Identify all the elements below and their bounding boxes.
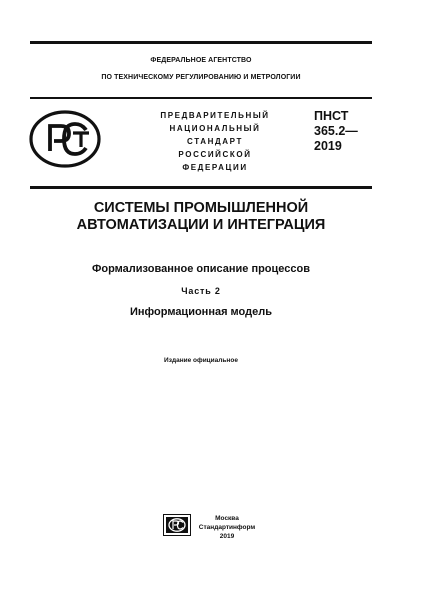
middle-rule (30, 97, 372, 99)
part-number: Часть 2 (181, 286, 221, 296)
designation-year: 2019 (314, 139, 342, 153)
standard-type-line: НАЦИОНАЛЬНЫЙ (169, 124, 261, 133)
title-line-1: СИСТЕМЫ ПРОМЫШЛЕННОЙ (93, 200, 309, 216)
standard-designation (314, 109, 376, 154)
standard-type-line: ФЕДЕРАЦИИ (182, 163, 248, 172)
agency-name-line-2: ПО ТЕХНИЧЕСКОМУ РЕГУЛИРОВАНИЮ И МЕТРОЛОГИИ (101, 74, 301, 81)
designation-number: 365.2— (314, 124, 358, 138)
designation-code: ПНСТ (314, 109, 349, 123)
gost-r-icon (28, 109, 102, 169)
publisher-year: 2019 (219, 533, 235, 540)
standard-type-line: СТАНДАРТ (187, 137, 243, 146)
standartinform-icon (163, 514, 191, 536)
top-rule (30, 41, 372, 44)
publisher-name: Стандартинформ (198, 524, 256, 531)
document-subtitle: Формализованное описание процессов (92, 263, 310, 275)
agency-name-line-1: ФЕДЕРАЛЬНОЕ АГЕНТСТВО (150, 57, 252, 64)
publisher-info (197, 514, 257, 541)
edition-note: Издание официальное (164, 357, 238, 364)
publisher-city: Москва (215, 515, 239, 522)
part-name: Информационная модель (130, 306, 272, 318)
title-line-2: АВТОМАТИЗАЦИИ И ИНТЕГРАЦИЯ (76, 217, 326, 233)
standard-type (140, 109, 290, 174)
document-title (30, 200, 372, 234)
standard-type-line: РОССИЙСКОЙ (178, 150, 252, 159)
standard-type-line: ПРЕДВАРИТЕЛЬНЫЙ (160, 111, 270, 120)
bottom-rule (30, 186, 372, 189)
